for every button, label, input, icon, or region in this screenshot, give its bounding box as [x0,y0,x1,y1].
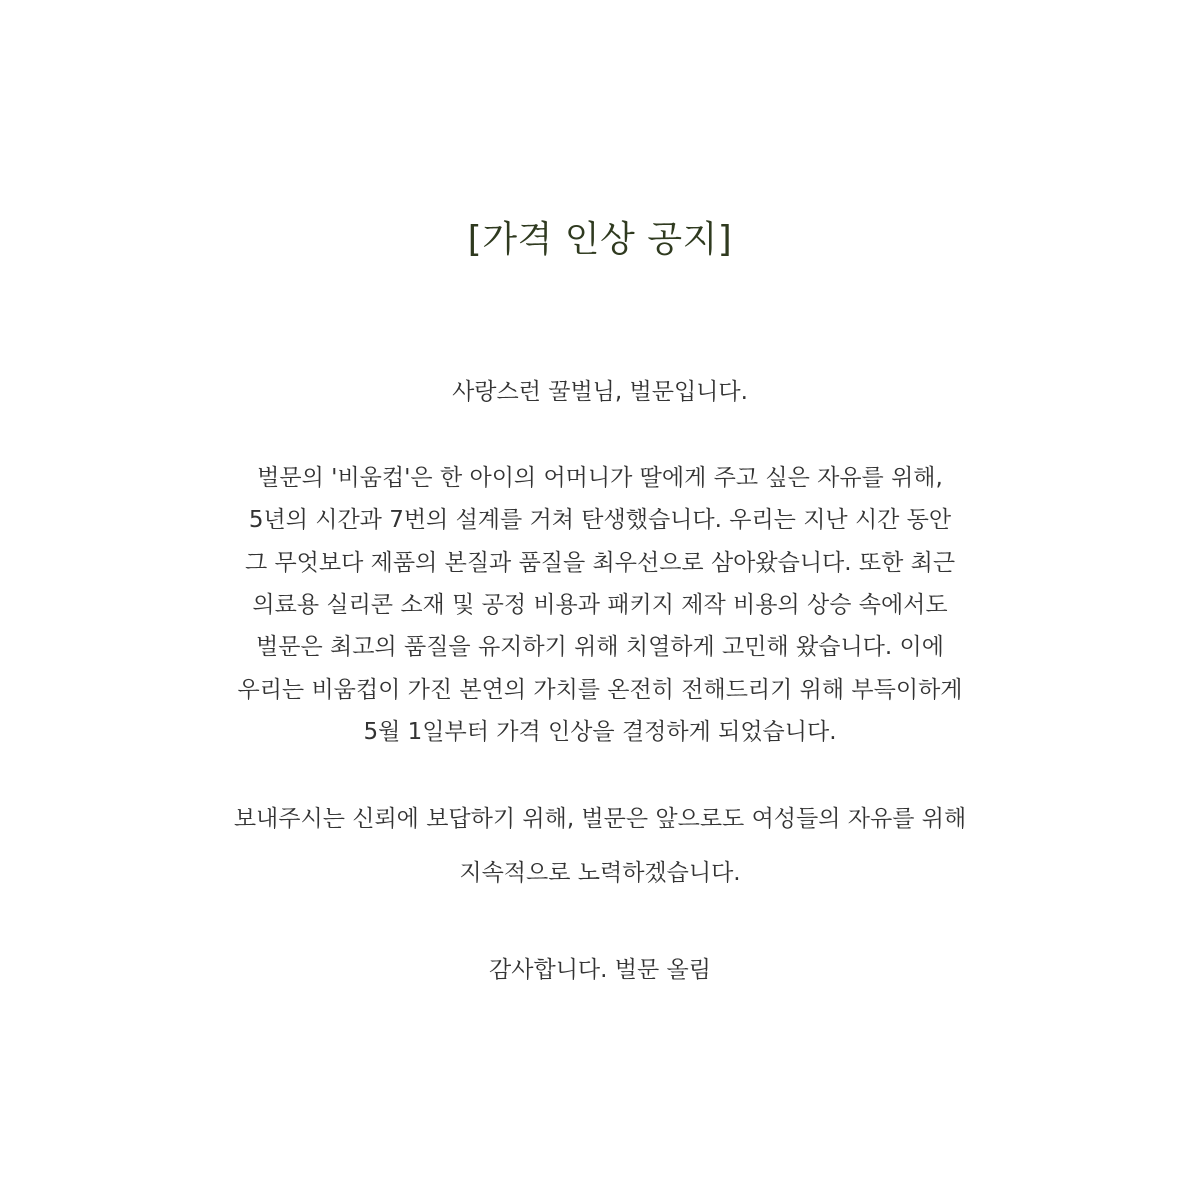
commitment-line: 보내주시는 신뢰에 보답하기 위해, 벌문은 앞으로도 여성들의 자유를 위해 [233,806,967,832]
body-line: 의료용 실리콘 소재 및 공정 비용과 패키지 제작 비용의 상승 속에서도 [252,592,948,618]
body-line: 벌문은 최고의 품질을 유지하기 위해 치열하게 고민해 왔습니다. 이에 [256,634,944,660]
notice-title: [가격 인상 공지] [467,219,733,260]
commitment-line: 지속적으로 노력하겠습니다. [459,860,741,886]
body-line: 5년의 시간과 7번의 설계를 거쳐 탄생했습니다. 우리는 지난 시간 동안 [248,507,952,533]
closing-signature: 감사합니다. 벌문 올림 [489,957,711,983]
greeting-text: 사랑스런 꿀벌님, 벌문입니다. [452,379,748,405]
body-line: 그 무엇보다 제품의 본질과 품질을 최우선으로 삼아왔습니다. 또한 최근 [244,550,956,576]
body-line: 벌문의 '비움컵'은 한 아이의 어머니가 딸에게 주고 싶은 자유를 위해, [257,465,943,491]
body-line: 5월 1일부터 가격 인상을 결정하게 되었습니다. [363,719,837,745]
body-line: 우리는 비움컵이 가진 본연의 가치를 온전히 전해드리기 위해 부득이하게 [237,677,963,703]
